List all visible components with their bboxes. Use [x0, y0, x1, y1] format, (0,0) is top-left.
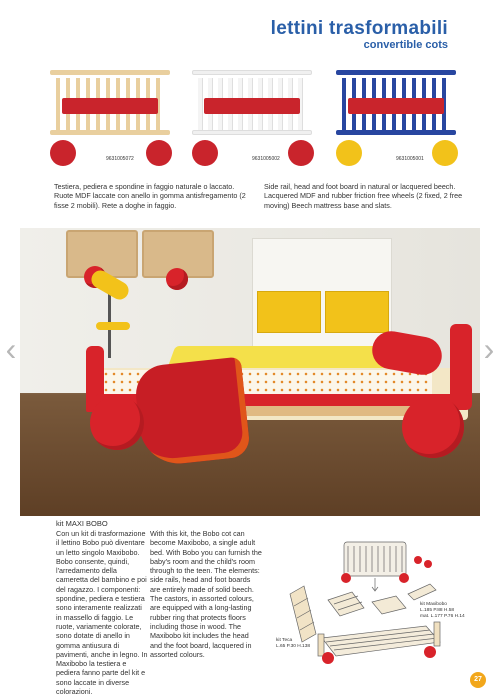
prev-page-arrow-icon[interactable]: ‹	[5, 331, 17, 367]
cot-code: 9631005072	[106, 156, 134, 162]
page-number-badge: 27	[470, 672, 486, 688]
maxibobo-room-photo	[20, 228, 480, 516]
page-subtitle: convertible cots	[363, 39, 448, 51]
cot-natural-image	[48, 66, 172, 166]
cot-wheel	[288, 140, 314, 166]
cot-wheel	[336, 140, 362, 166]
blanket	[133, 357, 251, 468]
cot-white-image	[190, 66, 314, 166]
kit-technical-drawing	[268, 534, 478, 674]
chair	[96, 322, 130, 330]
kit-description-en: With this kit, the Bobo cot can become Maxibobo, a single adult bed. With Bobo you can furnish the baby's room and the child's room through to the teen. The elements: side rails, head and foot boards are entirely made of solid beech. The castors, in assorted colours, are equipped with a long-lasting rubber ring that protects floors including those in wood. The Maxibobo kit includes the head and the foot board, lacquered in assorted colours.	[150, 529, 262, 659]
cot-description-en: Side rail, head and foot board in natural or lacquered beech. Lacquered MDF and rubber friction free wheels (2 fixed, 2 free moving) Beech mattress base and slats.	[264, 182, 463, 210]
kit-title: kit MAXI BOBO	[56, 519, 108, 528]
kit-teca-label: kit Teca L.65 P.30 H.138	[276, 638, 311, 649]
cot-wheel	[192, 140, 218, 166]
cot-wheel	[432, 140, 458, 166]
page-title: lettini trasformabili	[270, 18, 448, 39]
cot-wheel	[146, 140, 172, 166]
bed-wheel	[90, 396, 144, 450]
cot-blue-image	[334, 66, 458, 166]
next-page-arrow-icon[interactable]: ›	[483, 331, 495, 367]
cot-wheel	[50, 140, 76, 166]
kit-maxibobo-label: kit Maxibobo L.185 P.88 H.58 mat. L.177 P.76 H.14	[420, 602, 465, 619]
cot-code: 9631005002	[252, 156, 280, 162]
bed-wheel	[402, 396, 464, 458]
cot-code: 9631005001	[396, 156, 424, 162]
cot-description-it: Testiera, pediera e spondine in faggio naturale o laccato. Ruote MDF laccate con anello in gomma antisfregamento (2 fisse 2 mobili). Rete a doghe in faggio.	[54, 182, 246, 210]
page-title-block	[271, 18, 448, 51]
kit-description-it: Con un kit di trasformazione il lettino Bobo può diventare un letto singolo Maxibobo. Bobo consente, quindi, l'arredamento della cameretta del bambino e poi del ragazzo. I componenti: spondine, pediera e testiera sono interamente realizzati in massello di faggio. Le ruote, variamente colorate, sono dotate di anello in gomma antiusura di pavimenti, anche in legno. In Maxibobo la testiera e pediera fanno parte del kit e sono laccate in diverse colorazioni.	[56, 529, 148, 697]
wardrobe	[252, 238, 392, 348]
